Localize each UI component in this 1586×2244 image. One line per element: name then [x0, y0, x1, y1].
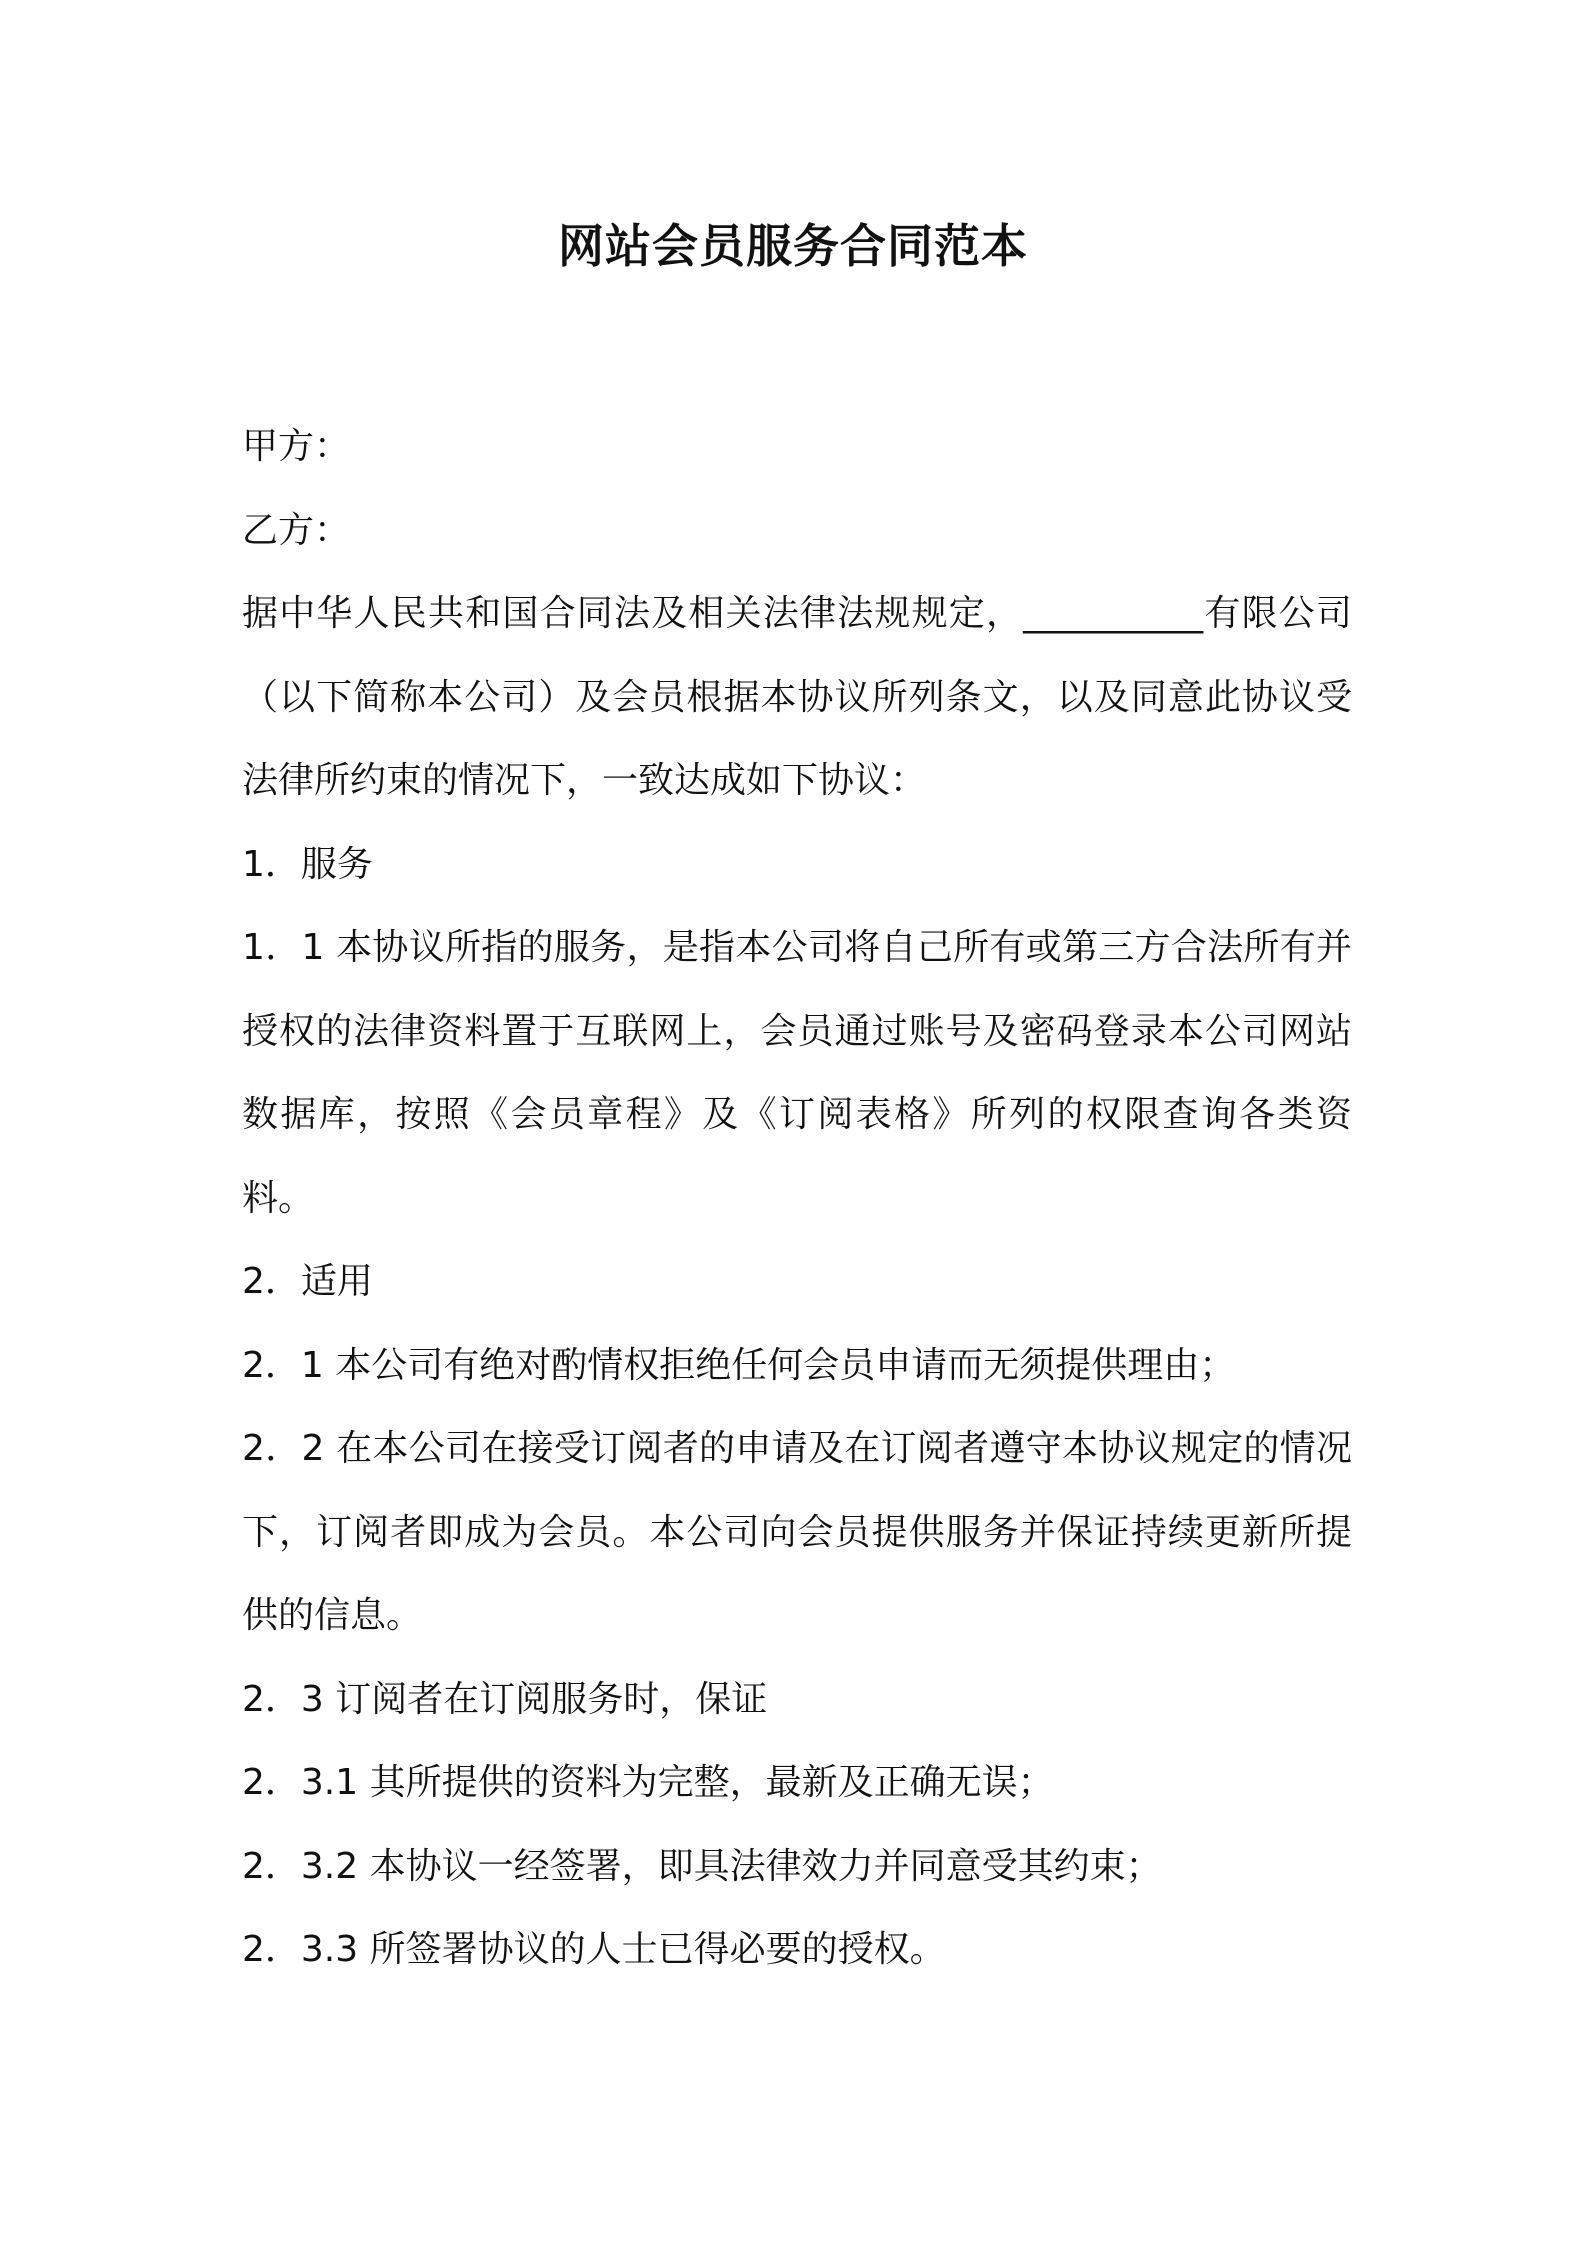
clause-2-3-3: 2．3.3 所签署协议的人士已得必要的授权。 — [242, 1929, 946, 1970]
clause-2-2: 2．2 在本公司在接受订阅者的申请及在订阅者遵守本协议规定的情况下，订阅者即成为会员。本公司向会员提供服务并保证持续更新所提供的信息。 — [242, 1428, 1352, 1636]
clause-2-3-1: 2．3.1 其所提供的资料为完整，最新及正确无误； — [242, 1762, 1054, 1803]
clause-1-1: 1．1 本协议所指的服务，是指本公司将自己所有或第三方合法所有并授权的法律资料置于互联网上，会员通过账号及密码登录本公司网站数据库，按照《会员章程》及《订阅表格》所列的权限查询各类资料。 — [242, 927, 1352, 1219]
party-b-line: 乙方： — [242, 509, 351, 551]
preamble-paragraph: 据中华人民共和国合同法及相关法律法规规定，__________有限公司（以下简称本公司）及会员根据本协议所列条文，以及同意此协议受法律所约束的情况下，一致达成如下协议： — [242, 593, 1352, 801]
section-2-heading: 2．适用 — [242, 1261, 373, 1302]
clause-2-3: 2．3 订阅者在订阅服务时，保证 — [242, 1678, 768, 1720]
section-1-heading: 1．服务 — [242, 843, 373, 885]
clause-2-3-2: 2．3.2 本协议一经签署，即具法律效力并同意受其约束； — [242, 1845, 1162, 1887]
party-a-line: 甲方： — [242, 426, 351, 467]
document-body — [242, 405, 1352, 1992]
document-title: 网站会员服务合同范本 — [558, 219, 1028, 273]
clause-2-1: 2．1 本公司有绝对酌情权拒绝任何会员申请而无须提供理由； — [242, 1344, 1236, 1386]
